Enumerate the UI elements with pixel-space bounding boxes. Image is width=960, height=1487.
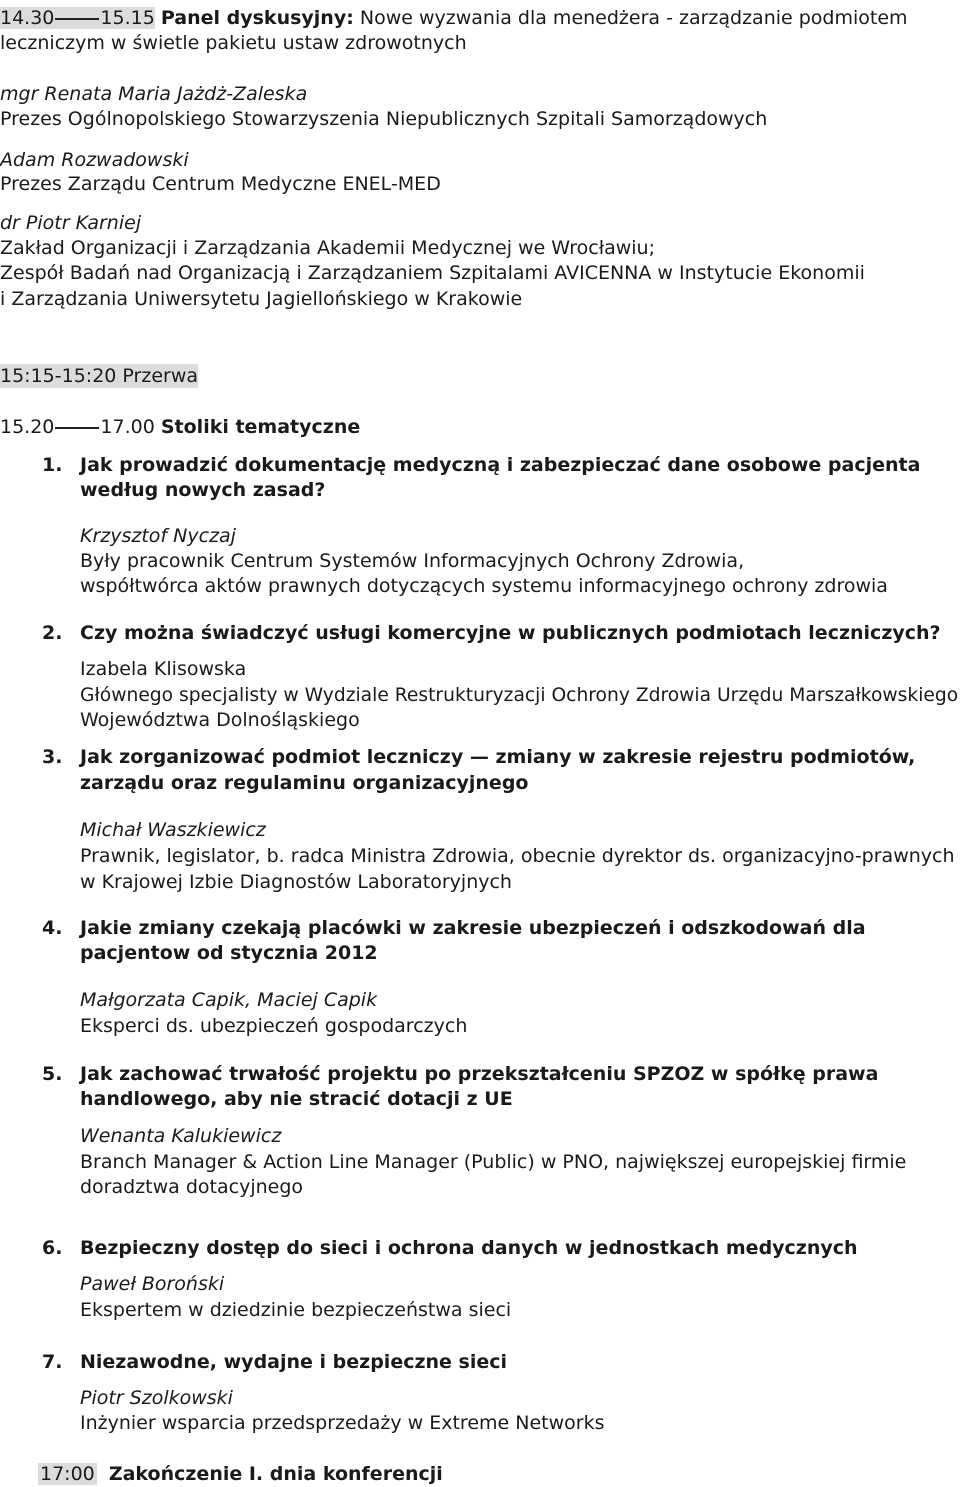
item-role: w Krajowej Izbie Diagnostów Laboratoryjnych <box>80 871 512 893</box>
item-role: Były pracownik Centrum Systemów Informacyjnych Ochrony Zdrowia, <box>80 550 745 572</box>
tables-header <box>0 415 360 439</box>
item-title: pacjentow od stycznia 2012 <box>80 942 378 964</box>
item-speaker: Piotr Szolkowski <box>80 1387 233 1409</box>
item-title: Jak prowadzić dokumentację medyczną i zabezpieczać dane osobowe pacjenta <box>80 454 921 476</box>
speaker-role: Prezes Zarządu Centrum Medyczne ENEL-MED <box>0 173 441 195</box>
item-role: Głównego specjalisty w Wydziale Restrukturyzacji Ochrony Zdrowia Urzędu Marszałkowskiego <box>80 684 959 706</box>
item-title: Jak zachować trwałość projektu po przekształceniu SPZOZ w spółkę prawa <box>80 1063 879 1085</box>
speaker-name: mgr Renata Maria Jażdż-Zaleska <box>0 83 308 105</box>
item-number: 6. <box>42 1237 63 1259</box>
speaker-role: Zespół Badań nad Organizacją i Zarządzaniem Szpitalami AVICENNA w Instytucie Ekonomii <box>0 262 865 284</box>
item-speaker: Izabela Klisowska <box>80 658 247 680</box>
tables-title: Stoliki tematyczne <box>160 416 361 438</box>
speaker-name: Adam Rozwadowski <box>0 149 189 171</box>
item-number: 4. <box>42 917 63 939</box>
closing-time: 17:00 <box>40 1463 95 1485</box>
item-number: 5. <box>42 1063 63 1085</box>
item-role: Eksperci ds. ubezpieczeń gospodarczych <box>80 1015 468 1037</box>
item-role: Prawnik, legislator, b. radca Ministra Zdrowia, obecnie dyrektor ds. organizacyjno-prawnych <box>80 845 955 867</box>
item-title: według nowych zasad? <box>80 479 326 501</box>
item-number: 2. <box>42 622 63 644</box>
closing-row <box>38 1462 443 1486</box>
item-number: 7. <box>42 1351 63 1373</box>
panel-header <box>0 6 908 30</box>
speaker-role: Zakład Organizacji i Zarządzania Akademii Medycznej we Wrocławiu; <box>0 237 655 259</box>
item-number: 3. <box>42 746 63 768</box>
speaker-role: Prezes Ogólnopolskiego Stowarzyszenia Niepublicznych Szpitali Samorządowych <box>0 108 768 130</box>
item-speaker: Wenanta Kalukiewicz <box>80 1125 282 1147</box>
closing-title: Zakończenie I. dnia konferencji <box>108 1463 443 1485</box>
item-title: Niezawodne, wydajne i bezpieczne sieci <box>80 1351 508 1373</box>
item-title: Czy można świadczyć usługi komercyjne w publicznych podmiotach leczniczych? <box>80 622 941 644</box>
break-row <box>0 364 198 388</box>
speaker-role: i Zarządzania Uniwersytetu Jagiellońskiego w Krakowie <box>0 288 523 310</box>
item-role: Branch Manager & Action Line Manager (Public) w PNO, największej europejskiej firmie <box>80 1151 907 1173</box>
item-number: 1. <box>42 454 63 476</box>
item-title: Jak zorganizować podmiot leczniczy — zmiany w zakresie rejestru podmiotów, <box>80 746 916 768</box>
panel-desc-line2: leczniczym w świetle pakietu ustaw zdrowotnych <box>0 32 467 54</box>
panel-time: 14.30 15.15 <box>0 7 155 29</box>
item-role: Inżynier wsparcia przedsprzedaży w Extreme Networks <box>80 1412 605 1434</box>
break-label: 15:15-15:20 Przerwa <box>0 365 198 387</box>
item-speaker: Małgorzata Capik, Maciej Capik <box>80 989 378 1011</box>
item-title: Bezpieczny dostęp do sieci i ochrona danych w jednostkach medycznych <box>80 1237 858 1259</box>
item-title: zarządu oraz regulaminu organizacyjnego <box>80 772 529 794</box>
item-role: doradztwa dotacyjnego <box>80 1176 304 1198</box>
panel-desc-line1: Nowe wyzwania dla menedżera - zarządzanie podmiotem <box>359 7 908 29</box>
item-title: Jakie zmiany czekają placówki w zakresie ubezpieczeń i odszkodowań dla <box>80 917 866 939</box>
panel-title: Panel dyskusyjny: <box>160 7 354 29</box>
item-role: współtwórca aktów prawnych dotyczących systemu informacyjnego ochrony zdrowia <box>80 575 888 597</box>
item-role: Ekspertem w dziedzinie bezpieczeństwa sieci <box>80 1299 512 1321</box>
item-title: handlowego, aby nie stracić dotacji z UE <box>80 1088 513 1110</box>
tables-time: 15.20 17.00 <box>0 416 155 438</box>
item-speaker: Paweł Boroński <box>80 1273 225 1295</box>
item-speaker: Krzysztof Nyczaj <box>80 525 236 547</box>
speaker-name: dr Piotr Karniej <box>0 212 142 234</box>
item-speaker: Michał Waszkiewicz <box>80 819 266 841</box>
item-role: Województwa Dolnośląskiego <box>80 709 360 731</box>
